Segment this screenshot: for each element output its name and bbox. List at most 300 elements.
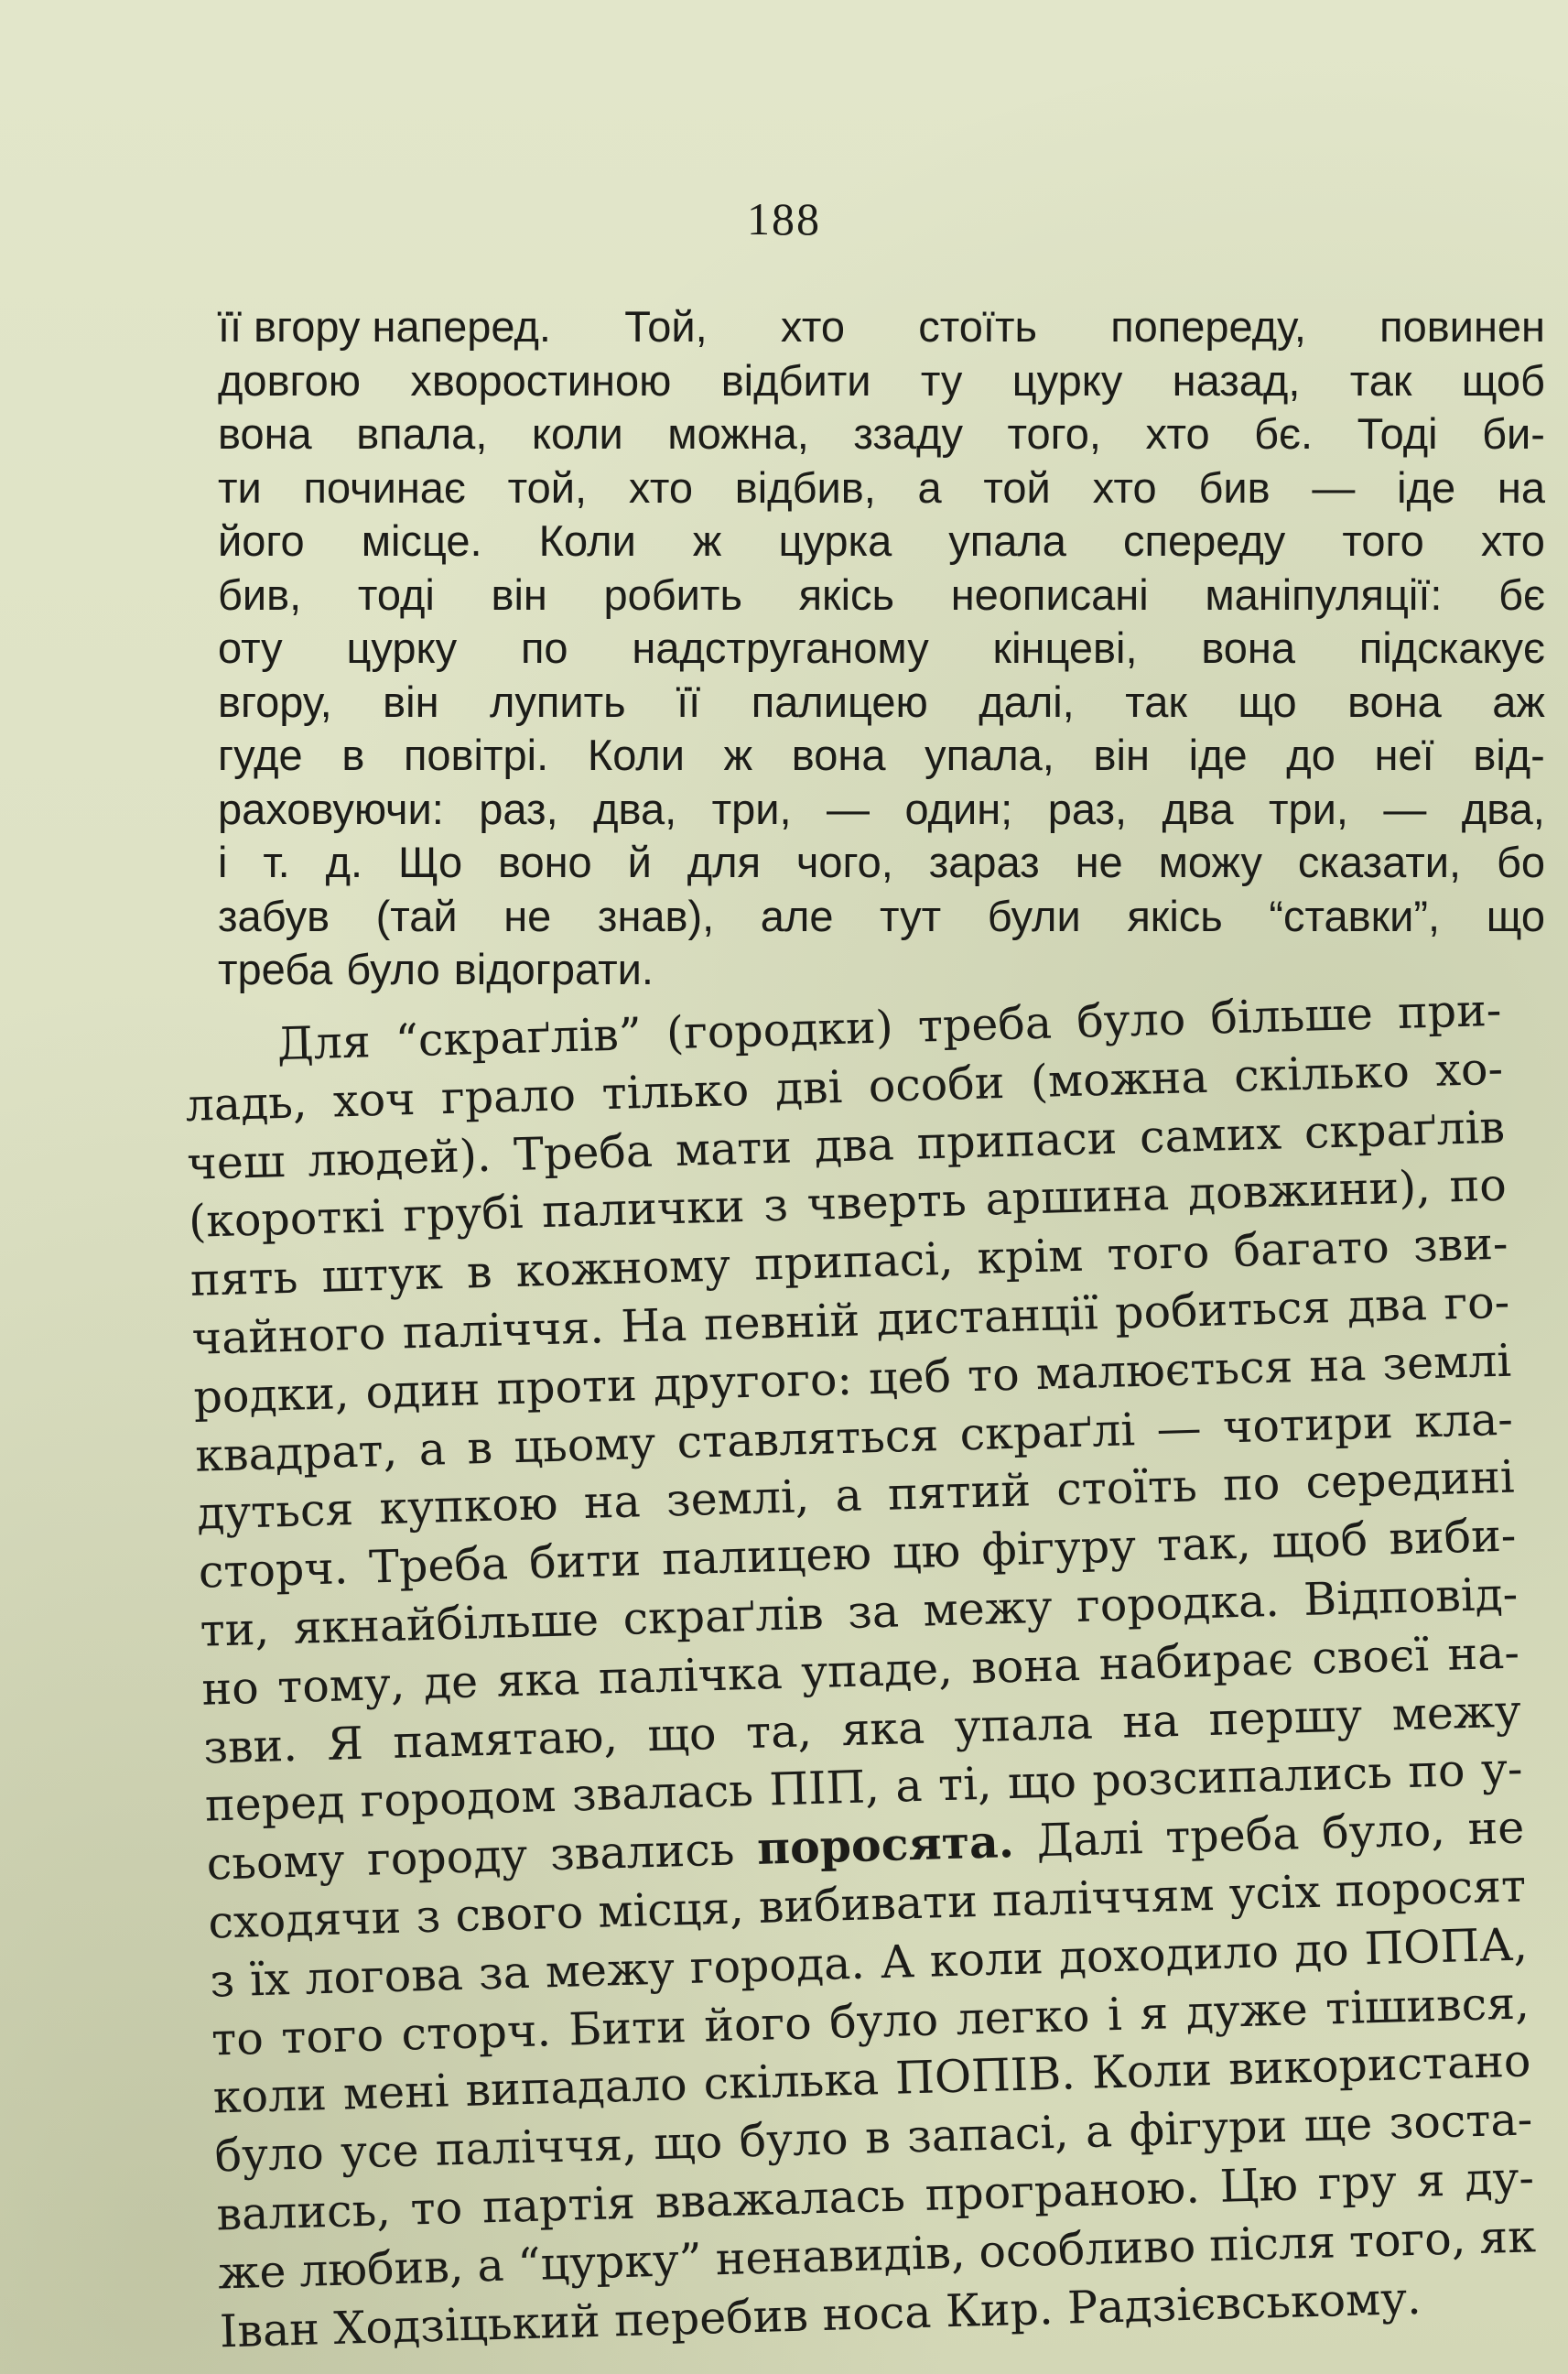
word: дистанції [875,1287,1099,1346]
word: а [417,1422,447,1476]
word: два, [1461,784,1545,833]
word: де [423,1655,479,1709]
word: неї [1374,731,1434,779]
word: до [1286,731,1336,779]
word: сторч. [198,1542,350,1599]
word: її вгору наперед. [218,302,551,351]
word: впала, [356,409,488,458]
word: упаде, [800,1642,954,1699]
word: назад, [1172,355,1301,405]
word: не [503,891,552,940]
word: набирає [1098,1632,1294,1691]
word: по [1222,1458,1281,1512]
word: дуться [196,1483,355,1541]
word: так [1349,355,1412,405]
word: скраґлів [622,1587,825,1645]
word: ж [692,516,722,565]
word: якісь [798,569,895,619]
word: “цурку” [516,2233,703,2292]
word: так [1125,677,1187,726]
word: того [1342,516,1424,565]
word: бити [528,1534,642,1589]
word: зви. [202,1718,298,1774]
word: фігури [1128,2099,1288,2157]
word: же [217,2245,287,2300]
word: штук [320,1247,444,1304]
word: припасі, [753,1232,955,1291]
word: купкою [378,1478,559,1535]
word: бє [1498,569,1545,619]
word: крім [976,1229,1085,1285]
word: вгору, [218,677,332,726]
word: для [687,838,762,886]
word: скілька [702,2053,880,2110]
word: вибивати [758,1875,979,1934]
word: ПОПІВ. [894,2047,1076,2106]
word: середині [1304,1450,1516,1510]
word: — [827,784,870,833]
word: го- [1443,1275,1510,1330]
word: бо [1496,838,1545,886]
word: два [814,1117,895,1173]
word: два [1162,784,1234,833]
word: було [346,945,440,993]
word: гуде [218,731,303,779]
word: вона [1347,677,1442,726]
word: звались [549,1823,736,1881]
word: поросят [1334,1859,1527,1918]
word: фігуру [980,1520,1137,1577]
word: Бити [568,2000,687,2056]
word: певній [703,1294,860,1351]
word: відограти. [453,945,654,993]
word: по [1448,1159,1508,1213]
word: й [627,838,652,886]
word: ду- [1464,2152,1535,2206]
word: любив, [298,2239,465,2297]
word: по [520,623,568,672]
word: (можна [1030,1050,1209,1108]
word: Кир. [945,2282,1054,2337]
word: то [967,1348,1021,1402]
word: (тай [375,891,458,940]
word: вона [791,731,886,779]
word: підскакує [1358,623,1545,672]
word: тілько [600,1063,750,1121]
word: в [466,1245,493,1299]
word: два, [593,784,677,833]
word: було [738,2112,849,2168]
word: грубі [402,1187,524,1242]
word: свого [454,1886,584,1943]
word: оту [218,623,283,672]
word: на- [1446,1626,1520,1681]
word: паліччя, [435,2118,638,2176]
word: Ходзіцький [332,2294,601,2355]
word: усіх [1227,1865,1322,1921]
word: Для [276,1015,372,1071]
word: а [1085,2105,1113,2159]
word: Я [326,1717,364,1771]
word: ті, [937,1758,993,1812]
word: ПОПА, [1363,1918,1529,1976]
word: цурку [1011,355,1123,405]
word: — [1312,462,1356,512]
word: городом [359,1770,557,1828]
word: спереду [1123,516,1286,565]
text-line [218,407,1545,461]
text-line [218,569,1545,623]
word: припаси [915,1111,1118,1170]
word: повинен [1379,302,1545,351]
word: його [703,1996,813,2053]
word: межу [1390,1685,1522,1740]
word: на [1121,1694,1180,1749]
word: я [1139,1986,1169,2040]
word: зараз [928,838,1040,886]
word: Треба [368,1537,509,1594]
word: межу [922,1580,1054,1637]
word: того, [1348,2212,1467,2268]
word: палицею [751,677,928,726]
word: раз, [1047,784,1128,833]
word: вона [218,409,312,458]
word: кожному [514,1239,731,1298]
word: і [1107,1988,1123,2041]
word: було, [1321,1804,1446,1859]
word: города. [689,1936,866,1994]
word: сторч. [400,2003,552,2061]
word: мати [675,1121,793,1176]
word: палицею [661,1527,872,1586]
word: його [218,516,305,565]
word: що [1007,1755,1077,1810]
word: треба [218,945,333,993]
word: городка. [1076,1574,1281,1632]
word: пять [189,1251,299,1307]
word: в [341,731,365,779]
text-line [218,461,1545,515]
word: далі, [979,677,1075,726]
word: квадрат, [194,1424,398,1482]
word: перед [204,1775,345,1833]
word: по [1407,1744,1466,1799]
word: він [1093,731,1150,779]
word: у- [1480,1742,1524,1797]
word: в [864,2111,892,2164]
word: місце. [361,516,482,565]
word: ще [1303,2098,1373,2152]
word: забув [218,891,330,940]
word: за [478,1946,531,2000]
word: партія [481,2176,636,2234]
word: що [646,1707,718,1762]
word: ж [723,731,753,779]
word: надструганому [632,623,929,672]
word: іде [1397,462,1456,512]
word: на [1497,462,1545,512]
word: що [653,2116,723,2171]
word: ненавидів, [714,2226,967,2286]
word: ти, [199,1602,270,1657]
word: після [1208,2216,1336,2271]
word: їх [249,1952,291,2007]
word: попереду, [1110,302,1306,351]
word: Треба [513,1124,654,1181]
word: хто [1092,462,1157,512]
word: кінцеві, [992,623,1138,672]
word: тому, [276,1657,406,1714]
word: ти [218,462,262,512]
word: він [383,677,439,726]
word: її [676,677,701,726]
word: той, [507,462,588,512]
word: дві [773,1060,843,1115]
word: Цю [1218,2158,1299,2213]
word: три, [711,784,792,833]
word: того [1106,1225,1211,1282]
word: і [218,838,228,886]
word: — [1383,784,1427,833]
word: цурка [778,516,892,565]
word: щоб [1461,355,1545,405]
word: один; [904,784,1013,833]
word: воно [498,838,592,886]
word: що [1486,891,1545,940]
word: знав), [597,891,715,940]
text-line [218,515,1545,569]
word: а [476,2238,505,2293]
word: т. [263,838,290,886]
word: сьому [206,1834,346,1891]
word: доходило [1057,1924,1280,1984]
word: щоб [1271,1513,1369,1569]
word: але [760,891,834,940]
word: тоді [357,569,435,619]
word: раз, [479,784,558,833]
word: довжини), [1187,1161,1432,1220]
word: з [762,1179,789,1232]
text-line [218,729,1545,783]
word: першу [1207,1688,1363,1746]
word: тут [880,891,942,940]
word: чверть [806,1174,968,1231]
word: раховуючи: [218,784,444,833]
word: яка [840,1701,925,1756]
word: межу [545,1942,676,1999]
word: то [409,2181,463,2236]
word: хто [628,462,693,512]
word: з [415,1890,442,1944]
word: стоїть [1055,1459,1198,1516]
text-line [218,622,1545,676]
word: носа [821,2285,933,2341]
word: ту [920,355,963,405]
word: землі [1381,1334,1512,1391]
word: повітрі. [403,731,549,779]
word: вона [1201,623,1296,672]
word: особливо [978,2219,1196,2278]
word: проти [495,1359,638,1415]
word: було [828,1992,939,2049]
word: вона [970,1638,1081,1694]
word: відбив, [734,462,876,512]
word: цю [892,1524,961,1579]
word: якнайбільше [292,1593,600,1654]
word: коли [212,2068,328,2124]
word: а [834,1469,863,1523]
word: зви- [1412,1217,1509,1273]
word: Радзієвському. [1066,2271,1422,2335]
word: хоч [332,1072,416,1128]
text-line [218,354,1545,408]
word: землі, [665,1470,810,1527]
word: треба [917,996,1053,1053]
word: хто [1145,409,1210,458]
word: пятий [887,1464,1032,1522]
word: тішився, [1325,1976,1530,2035]
word: палічка [598,1646,784,1705]
paragraph-1 [218,300,1545,997]
word: хто [1480,516,1545,565]
text-line [218,300,1545,354]
word: аршина [984,1168,1170,1226]
word: робить [603,569,742,619]
page-number: 188 [747,193,821,244]
word: упала, [925,731,1054,779]
word: сказати, [1297,838,1462,886]
word: як [1478,2210,1537,2264]
word: відбити [720,355,871,405]
word: на [582,1475,642,1530]
word: чого, [795,838,893,886]
word: хто [780,302,846,351]
word: ладь, [184,1076,308,1132]
word: би- [1482,409,1545,458]
word: коли [929,1931,1044,1988]
word: три, [1268,784,1348,833]
word: Коли [538,516,636,565]
word: за [847,1585,900,1639]
word: перебив [613,2289,809,2347]
word: скраґлі [958,1403,1136,1461]
word: людей). [307,1129,492,1187]
word: мені [342,2065,450,2120]
word: звалась [571,1764,754,1822]
word: Далі [1035,1812,1144,1868]
word: А [879,1935,915,1989]
word: при- [1397,983,1503,1039]
word: коли [531,409,623,458]
word: Відповід- [1303,1567,1519,1627]
word: починає [303,462,466,512]
word: багато [1232,1220,1390,1278]
word: що [1238,677,1297,726]
word: розсипались [1091,1746,1393,1807]
word: а [894,1760,924,1813]
word: цеб [868,1350,952,1405]
word: (городки) [665,1001,894,1060]
word: “ставки”, [1269,891,1441,940]
word: виби- [1388,1509,1518,1566]
word: палички [541,1180,746,1239]
word: Коли [1091,2043,1213,2100]
word: самих [1139,1107,1282,1164]
word: цьому [513,1416,656,1473]
word: вважалась [654,2169,906,2229]
word: треба [1164,1807,1301,1864]
word: памятаю, [392,1709,619,1769]
word: малюється [1034,1340,1294,1400]
word: На [620,1298,688,1353]
word: паліччя. [402,1301,605,1360]
word: (короткі [188,1190,385,1249]
word: так, [1156,1516,1252,1572]
word: городу [366,1829,528,1886]
word: того [280,2008,384,2064]
word: ставляться [676,1408,939,1469]
word: цурку [346,623,458,672]
word: було [1076,992,1186,1048]
word: маніпуляції: [1205,569,1443,619]
word: Той, [624,302,708,351]
word: він [491,569,547,619]
word: хворостиною [410,355,672,405]
word: логова [304,1947,464,2005]
text-line [218,676,1545,730]
word: того, [1007,409,1101,458]
word: були [987,891,1081,940]
word: бив, [218,569,302,619]
word: д. [325,838,363,886]
word: скілько [1233,1045,1411,1102]
word: я [1415,2153,1446,2207]
word: чотири [1222,1395,1394,1454]
word: Іван [219,2302,320,2358]
word: вались, [215,2184,392,2241]
word: два [1346,1278,1428,1333]
word: сходячи [207,1891,403,1949]
word: но [200,1661,260,1716]
word: випадало [464,2058,688,2118]
word: своєї [1311,1629,1430,1685]
word: аж [1492,677,1545,726]
word: ПІП, [768,1761,881,1816]
word: бив [1198,462,1271,512]
word: а [917,462,942,512]
word: родки, [192,1366,351,1424]
text-line [218,836,1545,890]
word: паліччям [991,1868,1216,1927]
word: один [364,1362,481,1419]
word: особи [867,1056,1006,1112]
word: робиться [1114,1281,1332,1339]
word: той [983,462,1051,512]
word: в [466,1421,493,1475]
word: скраґлів [1303,1100,1506,1159]
word: програною. [924,2161,1201,2221]
word: легко [955,1989,1091,2045]
word: якісь [1127,891,1223,940]
word: хо- [1434,1042,1504,1097]
word: грало [440,1068,577,1124]
word: від- [1473,731,1545,779]
word: поросята. [756,1815,1015,1875]
word: дуже [1184,1982,1309,2039]
word: чайного [190,1306,387,1365]
word: та, [745,1704,813,1759]
word: яка [495,1652,581,1707]
